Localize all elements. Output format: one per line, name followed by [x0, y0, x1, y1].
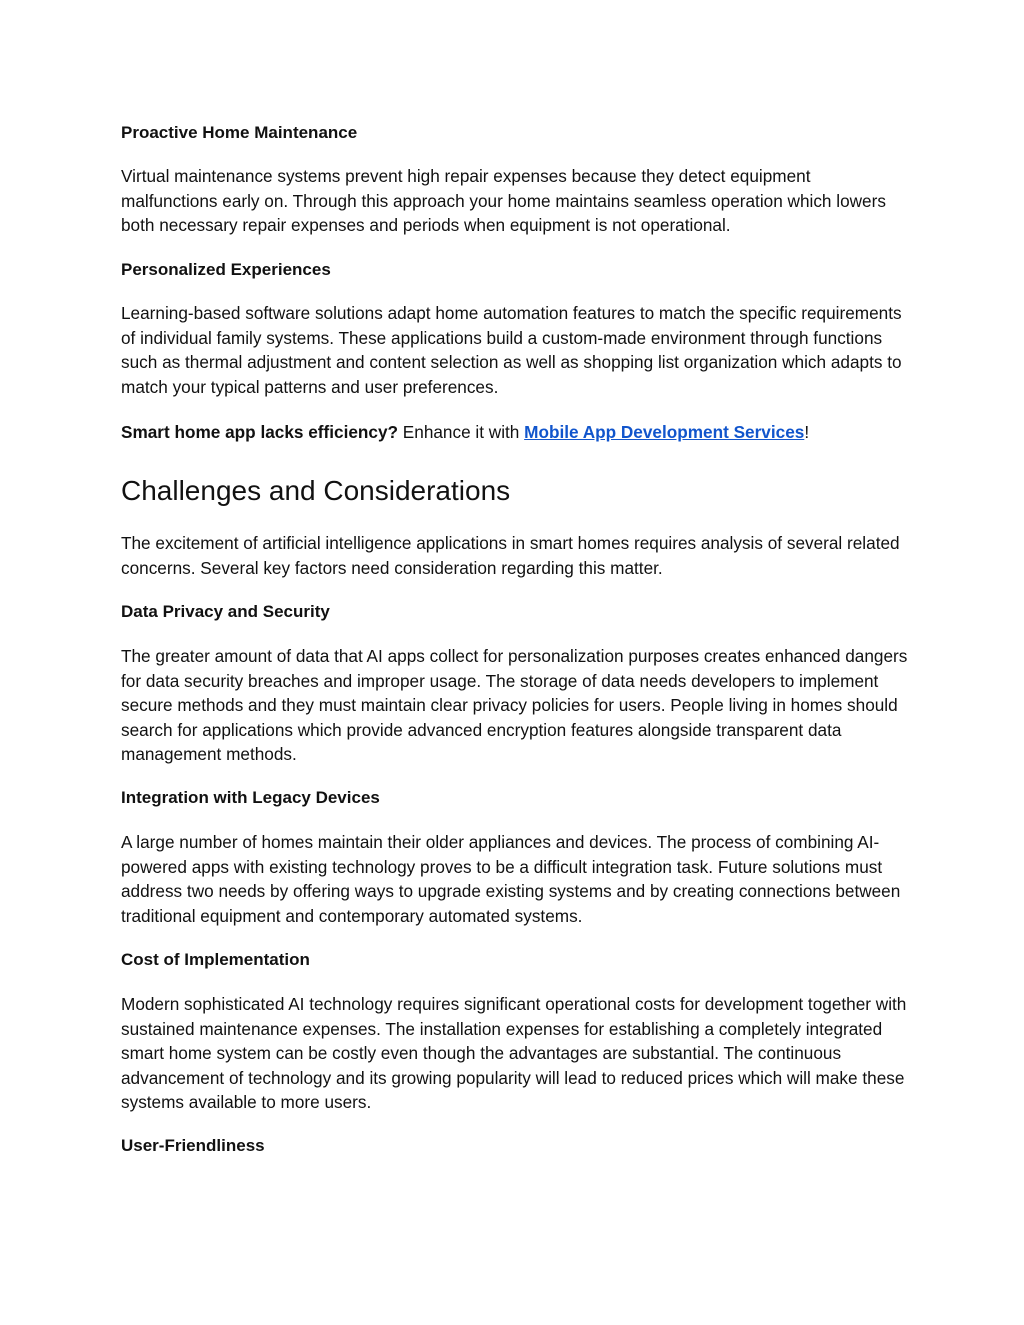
- section-heading: Integration with Legacy Devices: [121, 788, 380, 807]
- section-body: Modern sophisticated AI technology requires significant operational costs for development together with sustained maintenance expenses. The installation expenses for establishing a completely integrated smart home system can be costly even though the advantages are substantial. The continuous advancement of technology and its growing popularity will lead to reduced prices which will make these systems available to more users.: [121, 994, 907, 1112]
- cta-bold: Smart home app lacks efficiency?: [121, 422, 399, 442]
- section-body-wrap: [121, 164, 911, 238]
- section-cost: [121, 949, 911, 971]
- section-heading: Data Privacy and Security: [121, 602, 330, 621]
- cta-line: [121, 420, 911, 445]
- section-legacy: [121, 787, 911, 809]
- section-body-wrap: [121, 992, 911, 1115]
- section-personalized: [121, 259, 911, 281]
- section-privacy: [121, 601, 911, 623]
- challenges-heading-wrap: [121, 474, 911, 508]
- challenges-intro: The excitement of artificial intelligence applications in smart homes requires analysis of several related concerns. Several key factors need consideration regarding this matter.: [121, 533, 900, 578]
- section-heading: Cost of Implementation: [121, 950, 310, 969]
- section-heading: User-Friendliness: [121, 1136, 265, 1155]
- section-body: A large number of homes maintain their older appliances and devices. The process of combining AI-powered apps with existing technology proves to be a difficult integration task. Future solutions must address two needs by offering ways to upgrade existing systems and by creating connections between traditional equipment and contemporary automated systems.: [121, 832, 901, 926]
- mobile-app-dev-link[interactable]: Mobile App Development Services: [524, 422, 805, 442]
- section-body-wrap: [121, 830, 911, 928]
- section-body-wrap: [121, 644, 911, 767]
- cta-text: Enhance it with: [398, 422, 525, 442]
- section-body: Virtual maintenance systems prevent high repair expenses because they detect equipment malfunctions early on. Through this approach your home maintains seamless operation which lowers both necessary repair expenses and periods when equipment is not operational.: [121, 166, 886, 235]
- challenges-heading: Challenges and Considerations: [121, 475, 511, 506]
- section-body: The greater amount of data that AI apps collect for personalization purposes creates enhanced dangers for data security breaches and improper usage. The storage of data needs developers to implement secure methods and they must maintain clear privacy policies for users. People living in homes should search for applications which provide advanced encryption features alongside transparent data management methods.: [121, 646, 908, 764]
- section-heading: Proactive Home Maintenance: [121, 123, 358, 142]
- section-body: Learning-based software solutions adapt home automation features to match the specific requirements of individual family systems. These applications build a custom-made environment through functions such as thermal adjustment and content selection as well as shopping list organization which adapts to match your typical patterns and user preferences.: [121, 303, 902, 397]
- section-proactive: [121, 122, 911, 144]
- section-friendliness: [121, 1135, 911, 1157]
- section-body-wrap: [121, 301, 911, 399]
- challenges-intro-wrap: [121, 531, 911, 580]
- section-heading: Personalized Experiences: [121, 260, 331, 279]
- cta-end: !: [804, 422, 810, 442]
- cta-paragraph: [121, 420, 911, 445]
